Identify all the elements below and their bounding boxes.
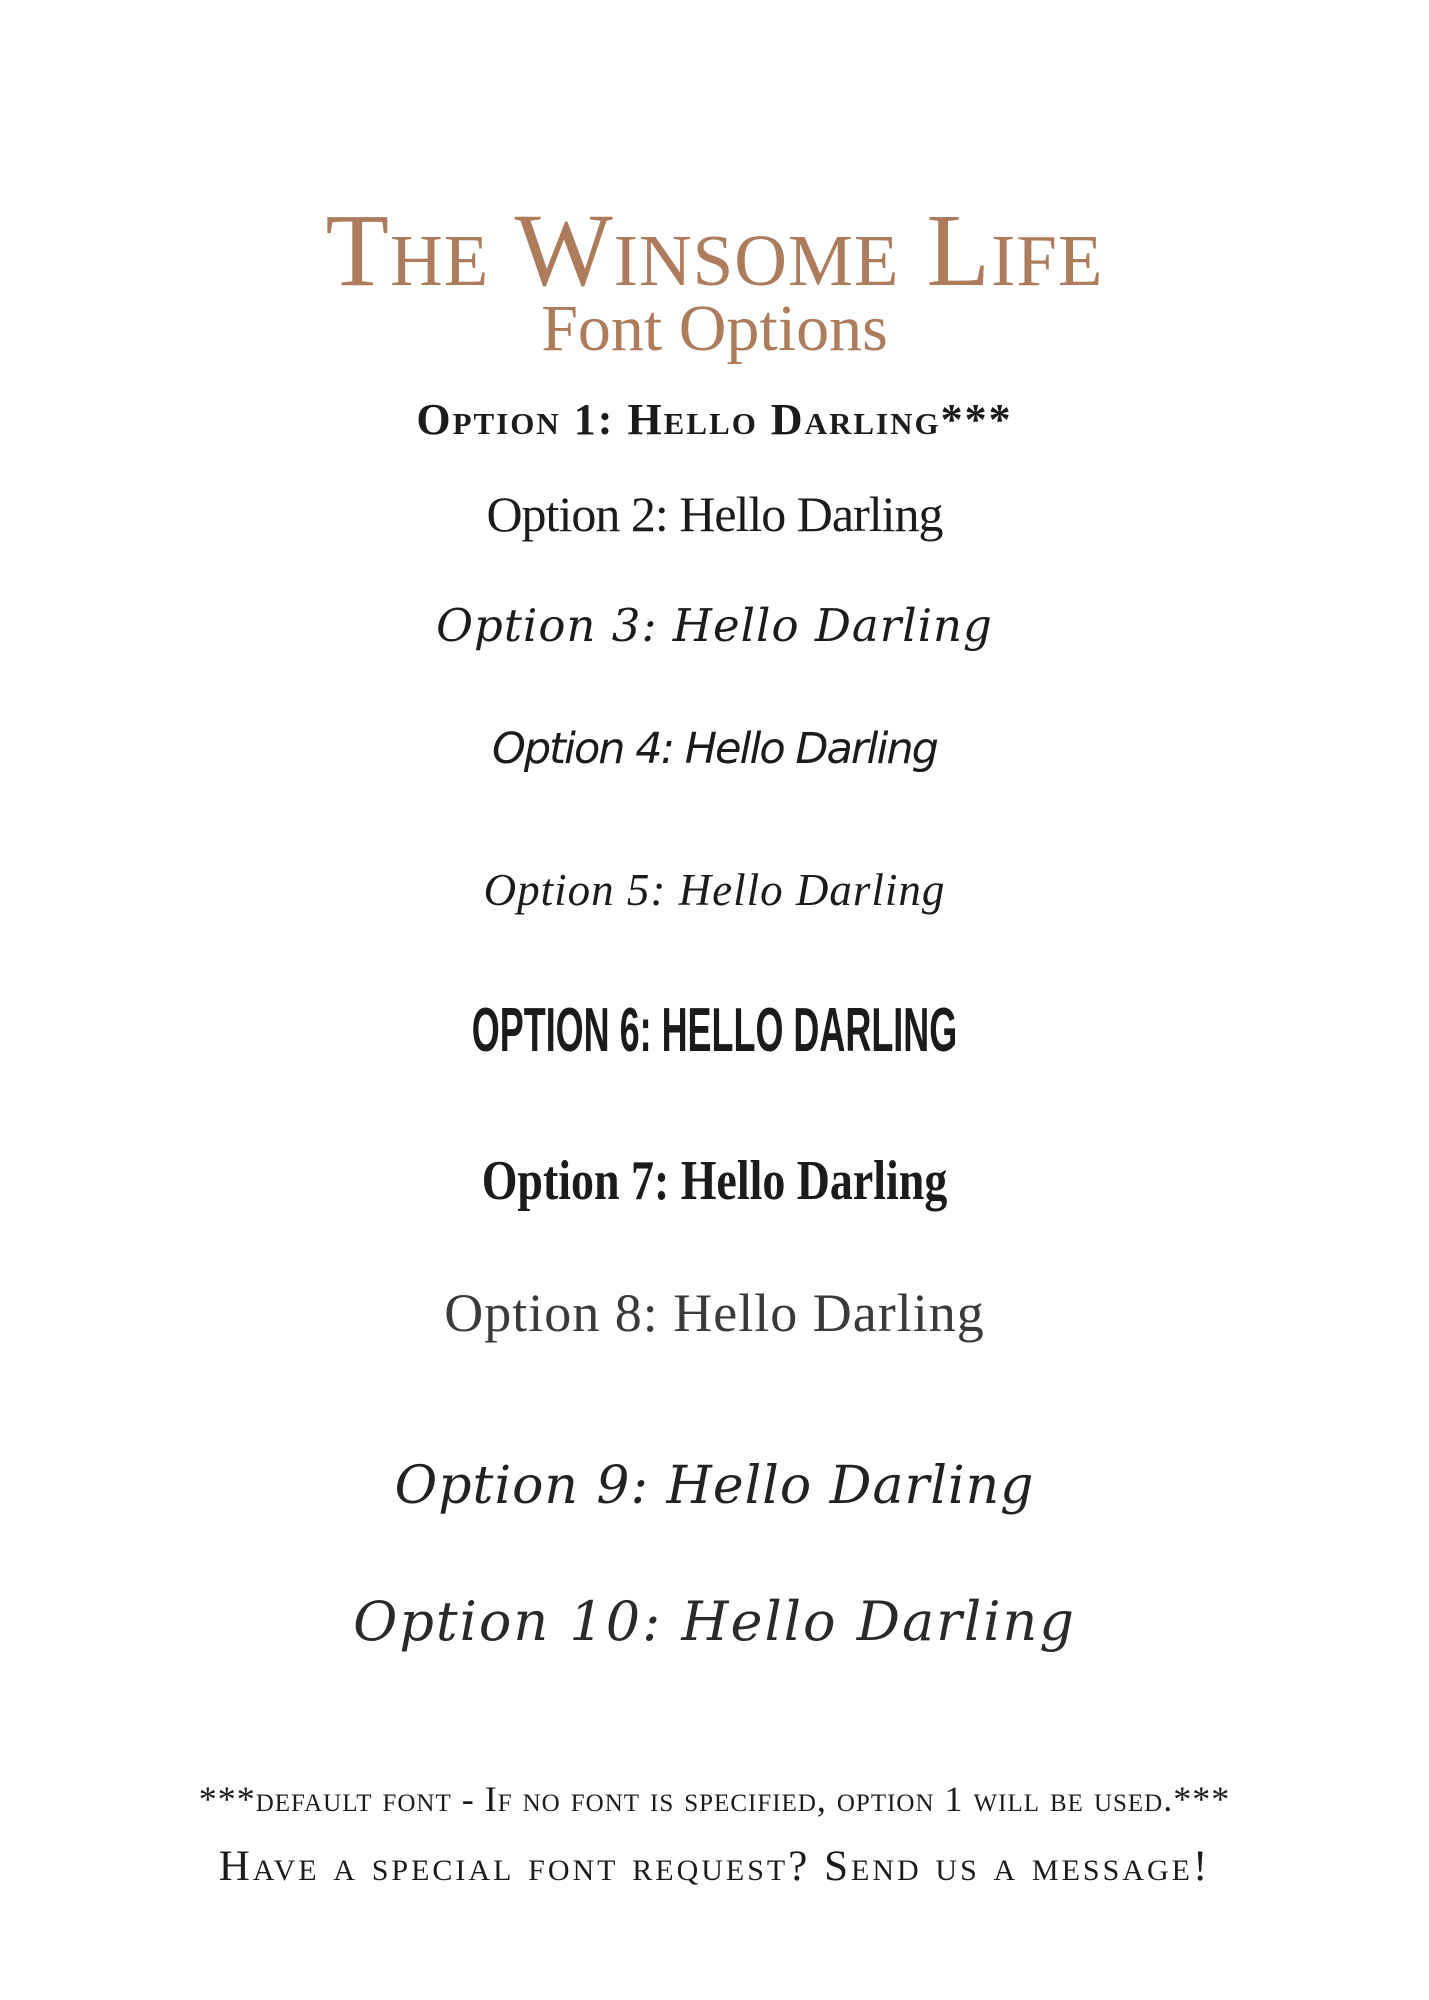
shop-title: The Winsome Life — [325, 192, 1104, 308]
font-option-10: Option 10: Hello Darling — [353, 1590, 1076, 1653]
font-option-7: Option 7: Hello Darling — [481, 1150, 948, 1212]
font-option-1: Option 1: Hello Darling*** — [416, 395, 1013, 444]
font-request-cta: Have a special font request? Send us a message! — [218, 1843, 1211, 1890]
font-option-2: Option 2: Hello Darling — [486, 486, 943, 542]
page-subtitle: Font Options — [541, 291, 888, 365]
default-font-note: ***default font - If no font is specified, option 1 will be used.*** — [198, 1779, 1231, 1819]
font-option-5: Option 5: Hello Darling — [483, 865, 946, 915]
font-option-3: Option 3: Hello Darling — [436, 599, 993, 652]
font-option-8: Option 8: Hello Darling — [444, 1283, 985, 1343]
font-option-4: Option 4: Hello Darling — [492, 724, 937, 774]
font-option-6: OPTION 6: HELLO DARLING — [471, 996, 958, 1065]
font-option-9: Option 9: Hello Darling — [394, 1456, 1035, 1516]
